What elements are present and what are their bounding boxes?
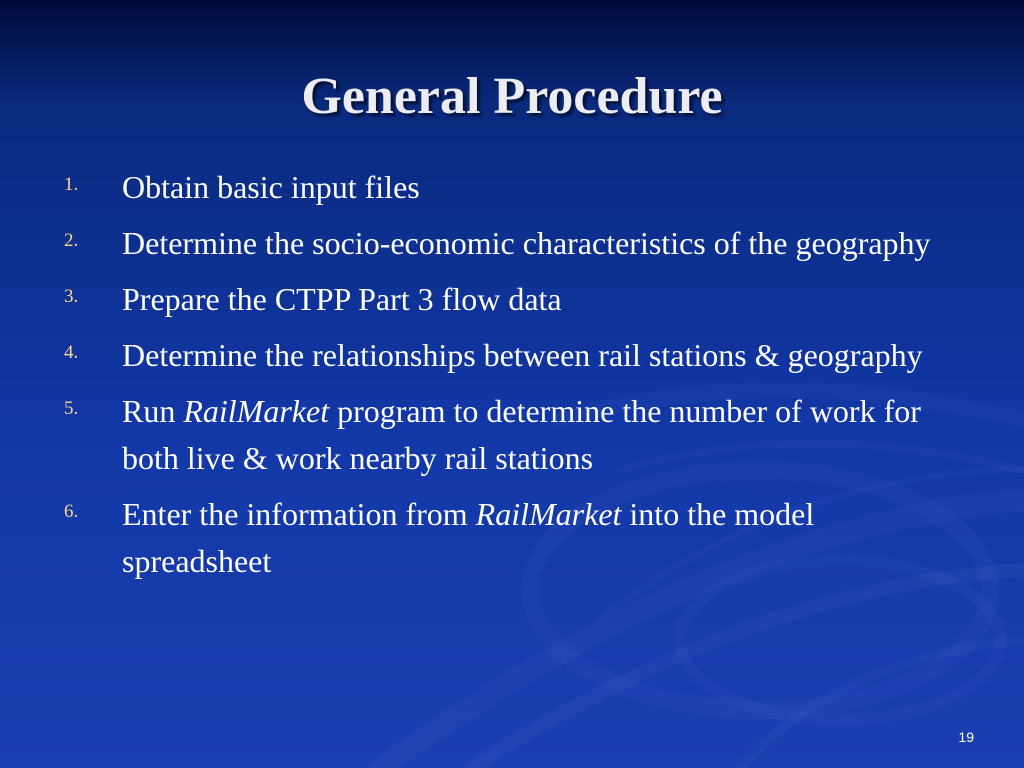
step-number: 6. (64, 501, 79, 522)
step-text-start: Run (122, 393, 184, 429)
step-text (122, 388, 962, 482)
step-number: 3. (64, 286, 79, 307)
step-text (122, 491, 962, 585)
step-text-end: into the model spreadsheet (122, 496, 815, 579)
step-number: 4. (64, 342, 79, 363)
step-text: Determine the socio-economic characteristics of the geography (122, 225, 931, 261)
slide-number: 19 (958, 729, 974, 745)
list-item (0, 388, 1024, 482)
step-number: 1. (64, 174, 79, 195)
step-text: Determine the relationships between rail stations & geography (122, 337, 923, 373)
list-item (0, 164, 1024, 211)
step-text: Prepare the CTPP Part 3 flow data (122, 281, 562, 317)
list-item (0, 276, 1024, 323)
slide-title: General Procedure (301, 68, 723, 125)
step-number: 5. (64, 398, 79, 419)
program-name: RailMarket (183, 393, 330, 429)
step-text: Obtain basic input files (122, 169, 420, 205)
list-item (0, 491, 1024, 585)
program-name: RailMarket (475, 496, 622, 532)
list-item (0, 220, 1024, 267)
procedure-list (0, 164, 1024, 594)
list-item (0, 332, 1024, 379)
step-text-end: program to determine the number of work for both live & work nearby rail stations (122, 393, 921, 476)
step-number: 2. (64, 230, 79, 251)
step-text-start: Enter the information from (122, 496, 476, 532)
